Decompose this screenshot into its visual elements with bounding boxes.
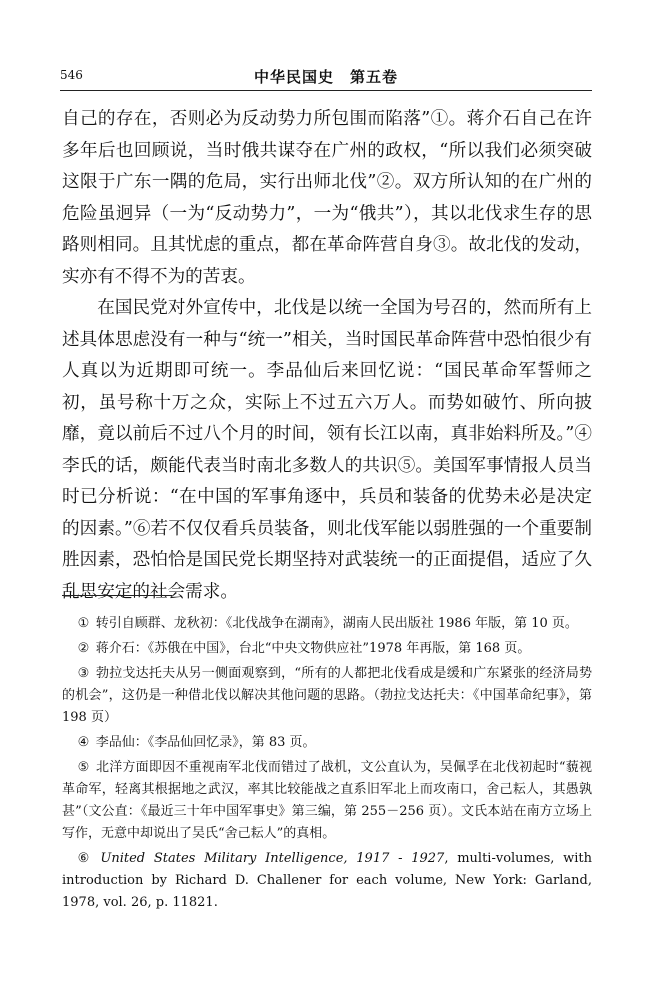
footnote <box>62 613 592 635</box>
footnote-marker: ⑤ <box>77 760 90 775</box>
footnote-text: , multi-volumes, with introduction by Richard D. Challener for each volume, New York: Garland, 1978, vol. 26, p. 11821. <box>62 851 593 910</box>
footnote-marker: ① <box>77 616 90 631</box>
footnote <box>62 757 592 845</box>
footnote-text: 蒋介石：《苏俄在中国》，台北“中央文物供应社”1978 年再版，第 168 页。 <box>95 641 531 656</box>
footnotes <box>62 613 592 917</box>
footnote <box>62 663 592 729</box>
footnote <box>62 638 592 660</box>
footnote <box>62 848 592 914</box>
footnote-divider <box>62 595 172 596</box>
footnote-text: 北洋方面即因不重视南军北伐而错过了战机，文公直认为，吴佩孚在北伐初起时“藐视革命军，轻离其根据地之武汉，率其比较能战之直系旧军北上而攻南口，舍己耘人，其愚孰甚”（文公直：《最近三十年中国军事史》第三编，第 255－256 页）。文氏本站在南方立场上写作，无意中却说出了吴氏“舍己耘人”的真相。 <box>62 760 592 841</box>
footnote-text: 李品仙：《李品仙回忆录》，第 83 页。 <box>95 735 316 750</box>
main-text <box>62 104 592 608</box>
footnote-text: 勃拉戈达托夫从另一侧面观察到，“所有的人都把北伐看成是缓和广东紧张的经济局势的机会”，这仍是一种借北伐以解决其他问题的思路。（勃拉戈达托夫：《中国革命纪事》，第 198 页） <box>62 666 592 725</box>
footnote-book-title: United States Military Intelligence, 1917 - 1927 <box>100 851 445 866</box>
footnote-text: 转引自顾群、龙秋初：《北伐战争在湖南》，湖南人民出版社 1986 年版，第 10 页。 <box>95 616 578 631</box>
footnote-marker: ③ <box>77 666 90 681</box>
footnote-marker: ⑥ <box>77 851 94 866</box>
footnote-marker: ④ <box>77 735 90 750</box>
running-title: 中华民国史 第五卷 <box>253 68 398 86</box>
footnote-marker: ② <box>77 641 90 656</box>
page-header <box>60 66 592 91</box>
paragraph: 在国民党对外宣传中，北伐是以统一全国为号召的，然而所有上述具体思虑没有一种与“统一”相关，当时国民革命阵营中恐怕很少有人真以为近期即可统一。李品仙后来回忆说：“国民革命军誓师之初，虽号称十万之众，实际上不过五六万人。而势如破竹、所向披靡，竟以前后不过八个月的时间，领有长江以南，真非始料所及。”④李氏的话，颇能代表当时南北多数人的共识⑤。美国军事情报人员当时已分析说：“在中国的军事角逐中，兵员和装备的优势未必是决定的因素。”⑥若不仅仅看兵员装备，则北伐军能以弱胜强的一个重要制胜因素，恐怕恰是国民党长期坚持对武装统一的正面提倡，适应了久乱思安定的社会需求。 <box>62 298 592 602</box>
page-number: 546 <box>60 68 83 82</box>
footnote <box>62 732 592 754</box>
paragraph: 自己的存在，否则必为反动势力所包围而陷落”①。蒋介石自己在许多年后也回顾说，当时俄共谋夺在广州的政权，“所以我们必须突破这限于广东一隅的危局，实行出师北伐”②。双方所认知的在广州的危险虽迥异（一为“反动势力”，一为“俄共”），其以北伐求生存的思路则相同。且其忧虑的重点，都在革命阵营自身③。故北伐的发动，实亦有不得不为的苦衷。 <box>62 109 592 287</box>
